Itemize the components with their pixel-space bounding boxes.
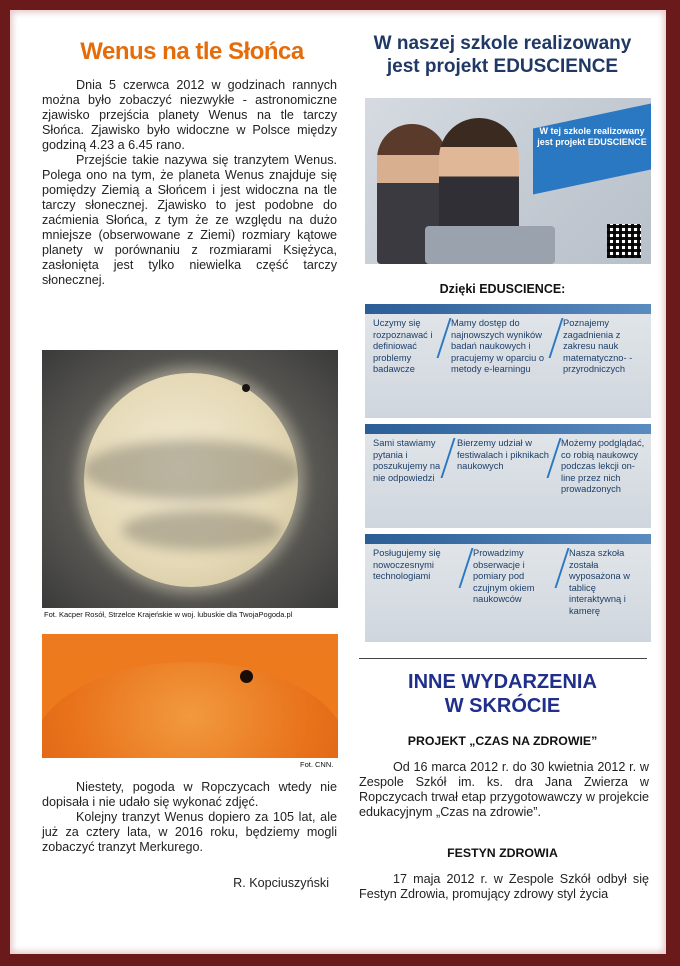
panel-text: Uczymy się rozpoznawać i definiować problemy badawcze: [373, 318, 433, 374]
page: [10, 10, 666, 954]
title-line: W naszej szkole realizowany: [373, 33, 632, 54]
panel-text: Posługujemy się nowoczesnymi technologiami: [373, 548, 441, 581]
event-body: [359, 872, 649, 902]
paragraph: 17 maja 2012 r. w Zespole Szkół odbył się Festyn Zdrowia, promujący zdrowy styl życia: [359, 872, 649, 901]
eduscience-panel: [365, 424, 651, 528]
article-title-eduscience: [355, 32, 650, 78]
sun-transit-photo-orange: [42, 634, 338, 758]
events-title: [355, 670, 650, 718]
eduscience-photo: [365, 98, 651, 264]
cloud: [122, 510, 282, 550]
panel-text: Mamy dostęp do najnowszych wyników badań naukowych i pracujemy w oparciu o metody e-learningu: [451, 318, 545, 374]
title-line: INNE WYDARZENIA: [408, 671, 597, 693]
panel-text: Możemy podglądać, co robią naukowcy podczas lekcji on-line przez nich prowadzonych: [561, 438, 645, 494]
venus-outro: [42, 780, 337, 855]
photo-caption: Fot. Kacper Rosół, Strzelce Krajeńskie w woj. lubuskie dla TwojaPogoda.pl: [44, 610, 293, 619]
paragraph: Od 16 marca 2012 r. do 30 kwietnia 2012 r. w Zespole Szkół im. ks. dra Jana Zwierza w Ropczycach trwał etap przygotowawczy w projekcie edukacyjnym „Czas na zdrowie”.: [359, 760, 649, 819]
author-signature: R. Kopciuszyński: [233, 876, 329, 890]
event-heading: FESTYN ZDROWIA: [447, 846, 558, 860]
eduscience-panel: [365, 534, 651, 642]
panel-stripe: [365, 534, 651, 544]
panel-stripe: [365, 424, 651, 434]
panel-text: Bierzemy udział w festiwalach i piknikach naukowych: [457, 438, 549, 471]
sun-disc: [42, 662, 338, 758]
panel-text: Poznajemy zagadnienia z zakresu nauk matematyczno- -przyrodniczych: [563, 318, 633, 374]
venus-intro: [42, 78, 337, 288]
venus-dot: [240, 670, 253, 683]
article-title-venus: Wenus na tle Słońca: [80, 38, 304, 65]
panel-stripe: [365, 304, 651, 314]
cloud: [82, 440, 302, 500]
paragraph: Kolejny tranzyt Wenus dopiero za 105 lat, ale już za cztery lata, w 2016 roku, będziemy mogli zobaczyć tranzyt Merkurego.: [42, 810, 337, 854]
banner-text: W tej szkole realizowany jest projekt EDUSCIENCE: [537, 126, 647, 147]
paragraph: Dnia 5 czerwca 2012 w godzinach rannych można było zobaczyć niezwykłe - astronomiczne zjawisko przejścia planety Wenus na tle tarczy Słońca. Zjawisko było widoczne w Polsce między godziną 4.23 a 6.45 rano.: [42, 78, 337, 152]
photo-caption: Fot. CNN.: [300, 760, 334, 769]
qr-code-icon: [607, 224, 641, 258]
panel-text: Sami stawiamy pytania i poszukujemy na nie odpowiedzi: [373, 438, 441, 483]
laptop: [425, 226, 555, 264]
sun-transit-photo: [42, 350, 338, 608]
event-heading: PROJEKT „CZAS NA ZDROWIE”: [407, 734, 598, 748]
eduscience-panel: [365, 304, 651, 418]
sky: [42, 634, 338, 662]
eduscience-subheading: Dzięki EDUSCIENCE:: [439, 282, 566, 296]
eduscience-banner: [533, 103, 651, 194]
divider: [359, 658, 647, 659]
right-column: [355, 32, 650, 901]
paragraph: Niestety, pogoda w Ropczycach wtedy nie dopisała i nie udało się wykonać zdjęć.: [42, 780, 337, 809]
title-line: jest projekt EDUSCIENCE: [386, 56, 619, 77]
venus-dot: [242, 384, 250, 392]
panel-text: Nasza szkoła została wyposażona w tablicę interaktywną i kamerę: [569, 548, 630, 616]
panel-text: Prowadzimy obserwacje i pomiary pod czujnym okiem naukowców: [473, 548, 535, 604]
event-body: [359, 760, 649, 820]
paragraph: Przejście takie nazywa się tranzytem Wenus. Polega ono na tym, że planeta Wenus znajduje się pomiędzy Ziemią a Słońcem i jest widoczna na tle tarczy słonecznej. Zjawisko to jest podobne do zaćmienia Słońca, z tym że ze względu na dużo mniejsze (obserwowane z Ziemi) rozmiary kątowe planety w porównaniu z rozmiarami Księżyca, zasłonięta jest tylko niewielka część tarczy słonecznej.: [42, 153, 337, 287]
left-column: [42, 38, 342, 890]
title-line: W SKRÓCIE: [444, 695, 561, 717]
